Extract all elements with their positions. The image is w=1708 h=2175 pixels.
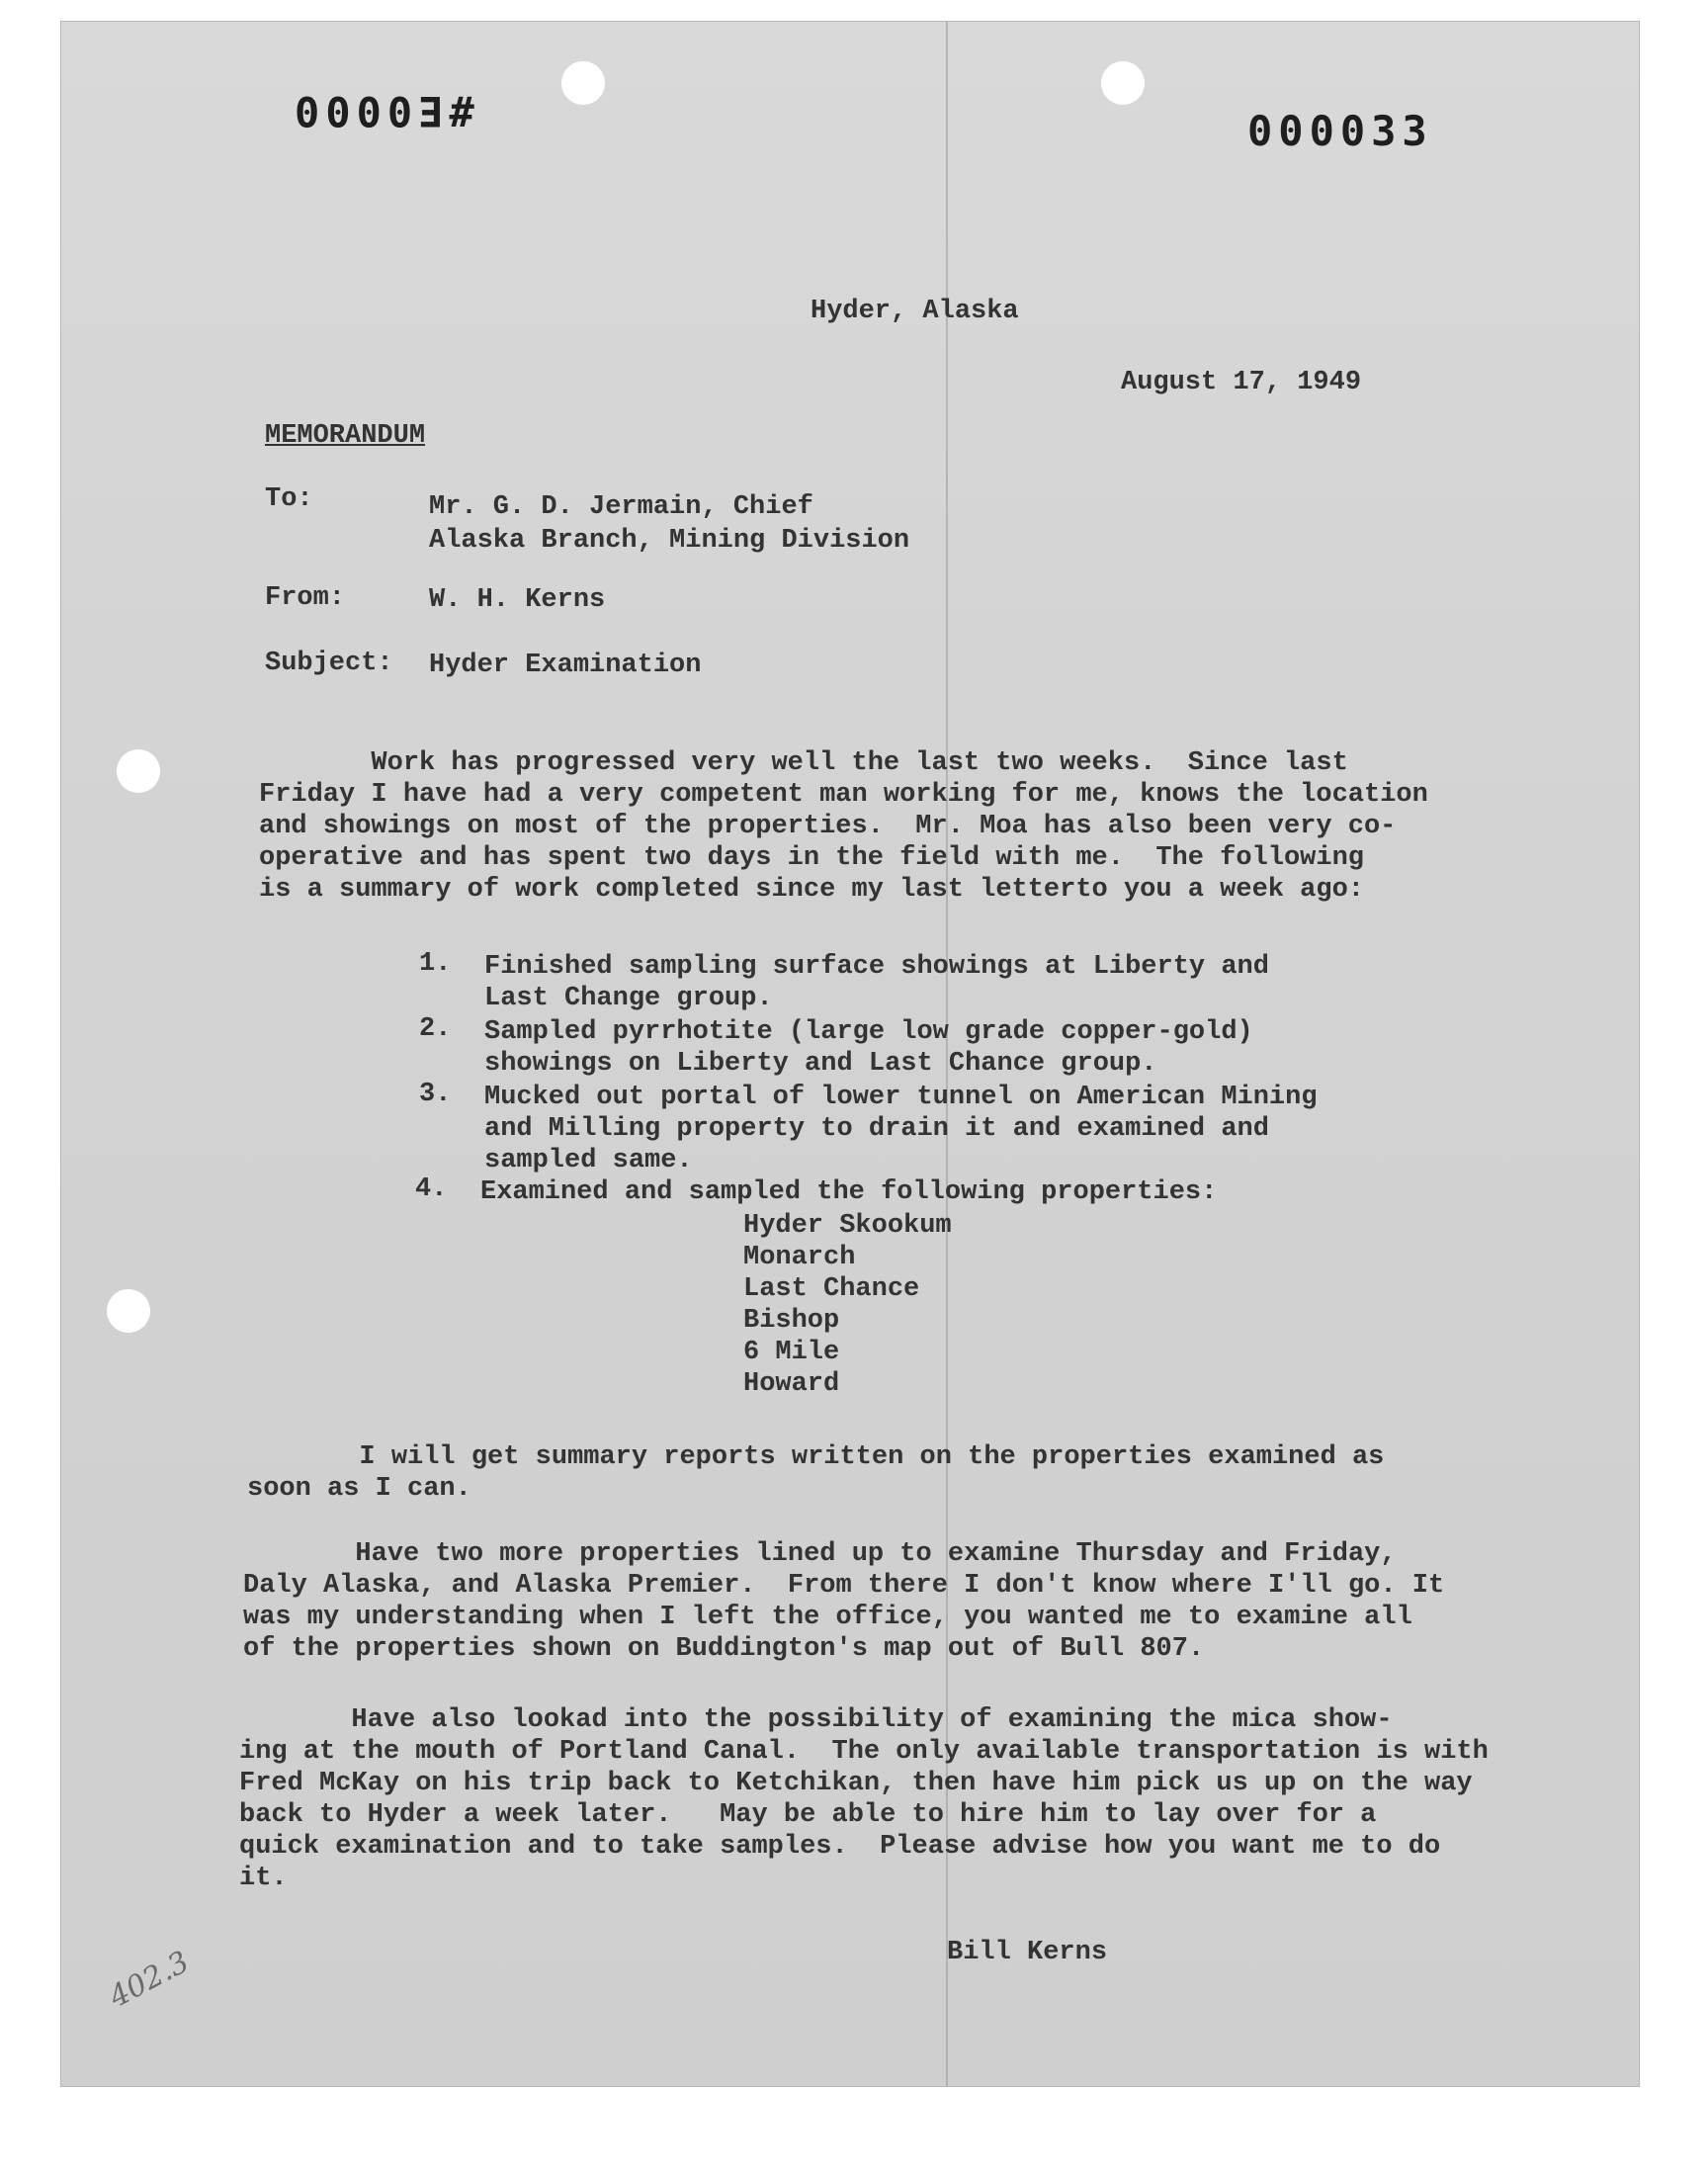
paragraph-1-line: operative and has spent two days in the field with me. The following bbox=[259, 843, 1364, 873]
punch-hole-side-lower bbox=[107, 1289, 150, 1333]
subject-label: Subject: bbox=[265, 649, 393, 678]
stamp-number-left: #E0000 bbox=[289, 87, 474, 135]
property-name: Monarch bbox=[743, 1243, 856, 1272]
property-name: 6 Mile bbox=[743, 1338, 840, 1367]
paragraph-1-line: Work has progressed very well the last two weeks. Since last bbox=[259, 748, 1348, 778]
punch-hole-top-left bbox=[561, 61, 605, 105]
paragraph-4-line: Fred McKay on his trip back to Ketchikan, then have him pick us up on the way bbox=[239, 1769, 1473, 1798]
list-item-1-text bbox=[484, 951, 1269, 1014]
memo-date: August 17, 1949 bbox=[1121, 368, 1362, 397]
list-item-2-text bbox=[484, 1016, 1253, 1080]
subject-value: Hyder Examination bbox=[429, 651, 702, 680]
paragraph-1-line: and showings on most of the properties. Mr. Moa has also been very co- bbox=[259, 812, 1397, 841]
punch-hole-top-right bbox=[1101, 61, 1145, 105]
signature: Bill Kerns bbox=[947, 1938, 1108, 1967]
to-label: To: bbox=[265, 484, 313, 514]
memo-location: Hyder, Alaska bbox=[811, 297, 1019, 326]
paragraph-3 bbox=[243, 1538, 1444, 1665]
paragraph-1 bbox=[259, 747, 1428, 906]
list-item-line: Mucked out portal of lower tunnel on American Mining bbox=[484, 1083, 1318, 1112]
memo-heading: MEMORANDUM bbox=[265, 421, 426, 451]
paragraph-2-line: I will get summary reports written on the properties examined as bbox=[247, 1442, 1385, 1472]
list-item-number: 3. bbox=[419, 1080, 452, 1109]
paragraph-4-line: ing at the mouth of Portland Canal. The only available transportation is with bbox=[239, 1737, 1489, 1767]
list-item-4-text bbox=[480, 1176, 1217, 1208]
paragraph-4-line: Have also lookad into the possibility of examining the mica show- bbox=[239, 1705, 1393, 1735]
paragraph-3-line: was my understanding when I left the office, you wanted me to examine all bbox=[243, 1603, 1412, 1632]
paragraph-4 bbox=[239, 1704, 1489, 1894]
punch-hole-side-upper bbox=[117, 749, 160, 793]
paragraph-3-line: Daly Alaska, and Alaska Premier. From there I don't know where I'll go. It bbox=[243, 1571, 1445, 1601]
paragraph-4-line: back to Hyder a week later. May be able to hire him to lay over for a bbox=[239, 1800, 1377, 1830]
paragraph-3-line: of the properties shown on Buddington's map out of Bull 807. bbox=[243, 1634, 1205, 1664]
list-item-number: 1. bbox=[419, 949, 452, 979]
from-label: From: bbox=[265, 583, 346, 613]
property-name: Last Chance bbox=[743, 1274, 920, 1304]
paragraph-1-line: Friday I have had a very competent man working for me, knows the location bbox=[259, 780, 1428, 810]
paragraph-3-line: Have two more properties lined up to examine Thursday and Friday, bbox=[243, 1539, 1397, 1569]
list-item-line: Finished sampling surface showings at Liberty and bbox=[484, 952, 1269, 982]
paragraph-1-line: is a summary of work completed since my last letterto you a week ago: bbox=[259, 875, 1364, 905]
paragraph-4-line: quick examination and to take samples. Please advise how you want me to do bbox=[239, 1832, 1441, 1862]
list-item-line: showings on Liberty and Last Chance group. bbox=[484, 1049, 1157, 1079]
list-item-number: 4. bbox=[415, 1174, 448, 1204]
to-recipient-office: Alaska Branch, Mining Division bbox=[429, 526, 910, 556]
paragraph-2 bbox=[247, 1441, 1384, 1505]
stamp-number-right: 000033 bbox=[1247, 107, 1433, 155]
property-name: Bishop bbox=[743, 1306, 840, 1336]
list-item-number: 2. bbox=[419, 1014, 452, 1044]
from-value: W. H. Kerns bbox=[429, 585, 606, 615]
properties-list bbox=[743, 1210, 952, 1400]
list-item-line: Sampled pyrrhotite (large low grade copper-gold) bbox=[484, 1017, 1253, 1047]
handwritten-note: 402.3 bbox=[103, 1944, 196, 2016]
list-item-3-text bbox=[484, 1082, 1318, 1176]
property-name: Howard bbox=[743, 1369, 840, 1399]
list-item-line: and Milling property to drain it and examined and bbox=[484, 1114, 1269, 1144]
paragraph-2-line: soon as I can. bbox=[247, 1474, 471, 1504]
paragraph-4-line: it. bbox=[239, 1864, 288, 1893]
list-item-line: Examined and sampled the following properties: bbox=[480, 1177, 1218, 1207]
list-item-line: sampled same. bbox=[484, 1146, 693, 1175]
property-name: Hyder Skookum bbox=[743, 1211, 952, 1241]
list-item-line: Last Change group. bbox=[484, 984, 773, 1013]
to-recipient-name: Mr. G. D. Jermain, Chief bbox=[429, 492, 813, 522]
